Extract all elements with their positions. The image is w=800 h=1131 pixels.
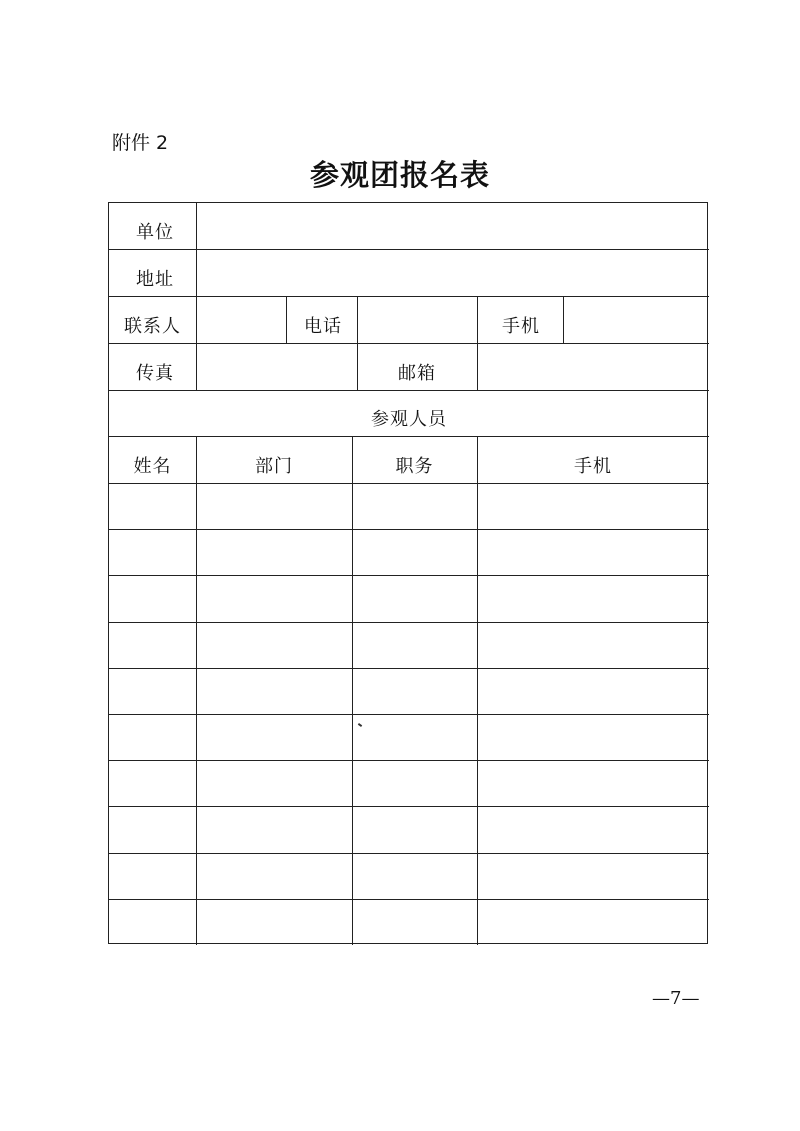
column-header-department: 部门 <box>255 456 293 477</box>
row-divider <box>109 436 709 437</box>
visitor-row-divider <box>109 806 709 807</box>
visitor-row-divider <box>109 529 709 530</box>
column-divider <box>286 296 287 343</box>
column-header-position: 职务 <box>395 456 434 477</box>
column-divider <box>357 296 358 390</box>
column-header-name: 姓名 <box>133 456 172 477</box>
visitor-row-divider <box>109 668 709 669</box>
visitor-row-divider <box>109 483 709 484</box>
registration-form-table <box>108 202 708 944</box>
contact-label: 联系人 <box>124 316 181 337</box>
page-number: —7— <box>652 988 700 1009</box>
visitor-row-divider <box>109 622 709 623</box>
mobile-label: 手机 <box>502 316 540 337</box>
column-divider <box>477 436 478 945</box>
column-divider <box>196 436 197 945</box>
visitor-row-divider <box>109 899 709 900</box>
email-label: 邮箱 <box>398 363 436 384</box>
visitor-row-divider <box>109 714 709 715</box>
unit-label: 单位 <box>136 222 174 243</box>
attachment-label: 附件 2 <box>112 132 169 154</box>
visitor-row-divider <box>109 575 709 576</box>
visitor-row-divider <box>109 853 709 854</box>
column-divider <box>477 296 478 390</box>
address-label: 地址 <box>136 269 174 290</box>
phone-label: 电话 <box>304 316 342 337</box>
column-divider <box>352 436 353 945</box>
column-divider <box>563 296 564 343</box>
row-divider <box>109 343 709 344</box>
column-divider <box>196 203 197 390</box>
row-divider <box>109 249 709 250</box>
page-title: 参观团报名表 <box>309 158 490 192</box>
visitors-heading: 参观人员 <box>371 409 447 430</box>
row-divider <box>109 296 709 297</box>
fax-label: 传真 <box>136 363 174 384</box>
visitor-row-divider <box>109 760 709 761</box>
row-divider <box>109 390 709 391</box>
column-header-mobile: 手机 <box>574 456 612 477</box>
